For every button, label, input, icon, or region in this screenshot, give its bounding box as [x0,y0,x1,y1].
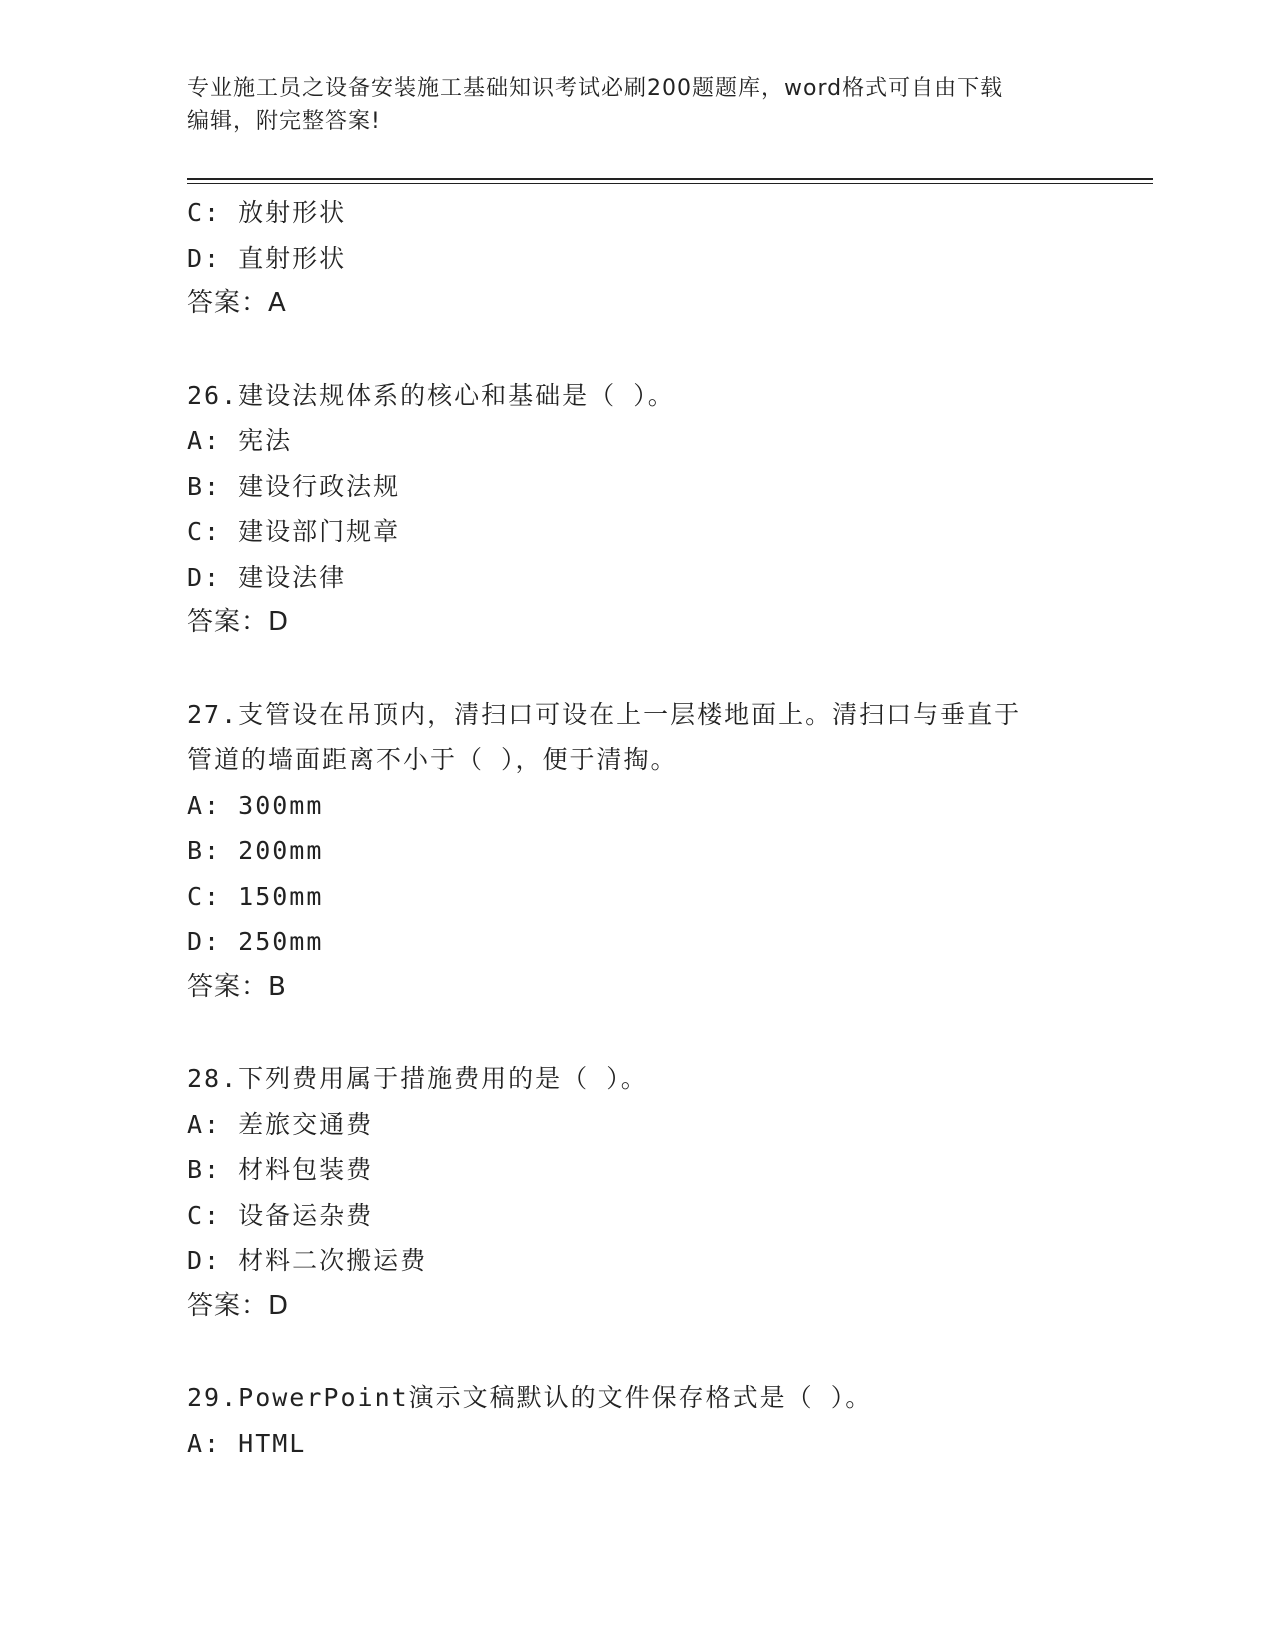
question-text: 28.下列费用属于措施费用的是（ ）。 [187,1064,648,1093]
option-a: A: 300mm [187,790,324,820]
question-29 [187,1375,1087,1466]
question-text: 29.PowerPoint演示文稿默认的文件保存格式是（ ）。 [187,1383,873,1412]
option-c: C: 建设部门规章 [187,517,401,546]
option-b: B: 材料包装费 [187,1155,374,1184]
header-divider [187,178,1153,180]
answer: 答案：B [187,971,287,1002]
option-d: D: 材料二次搬运费 [187,1246,428,1275]
option-b: B: 200mm [187,836,324,865]
option-a: A: HTML [187,1428,307,1458]
question-list [187,190,1087,1466]
option-d: D: 建设法律 [187,562,347,592]
option-a: A: 宪法 [187,426,293,455]
option-a: A: 差旅交通费 [187,1109,374,1139]
answer: 答案：D [187,607,290,637]
option-c: C: 放射形状 [187,198,347,227]
option-d: D: 直射形状 [187,243,347,273]
question-fragment [187,190,1087,327]
header-title-line-1: 专业施工员之设备安装施工基础知识考试必刷200题题库，word格式可自由下载 [187,76,1004,101]
question-28 [187,1056,1087,1329]
question-text-line-1: 27.支管设在吊顶内，清扫口可设在上一层楼地面上。清扫口与垂直于 [187,699,1022,729]
option-d: D: 250mm [187,927,324,956]
option-c: C: 设备运杂费 [187,1200,374,1230]
header-divider-thin [187,183,1153,184]
question-text-line-2: 管道的墙面距离不小于（ ），便于清掏。 [187,745,678,774]
question-text: 26.建设法规体系的核心和基础是（ ）。 [187,380,675,410]
answer: 答案：A [187,288,287,318]
question-27 [187,692,1087,1011]
option-b: B: 建设行政法规 [187,471,401,501]
option-c: C: 150mm [187,881,324,911]
answer: 答案：D [187,1290,290,1321]
header-title-line-2: 编辑，附完整答案! [187,109,381,134]
question-26 [187,373,1087,646]
page-header [187,72,1067,138]
